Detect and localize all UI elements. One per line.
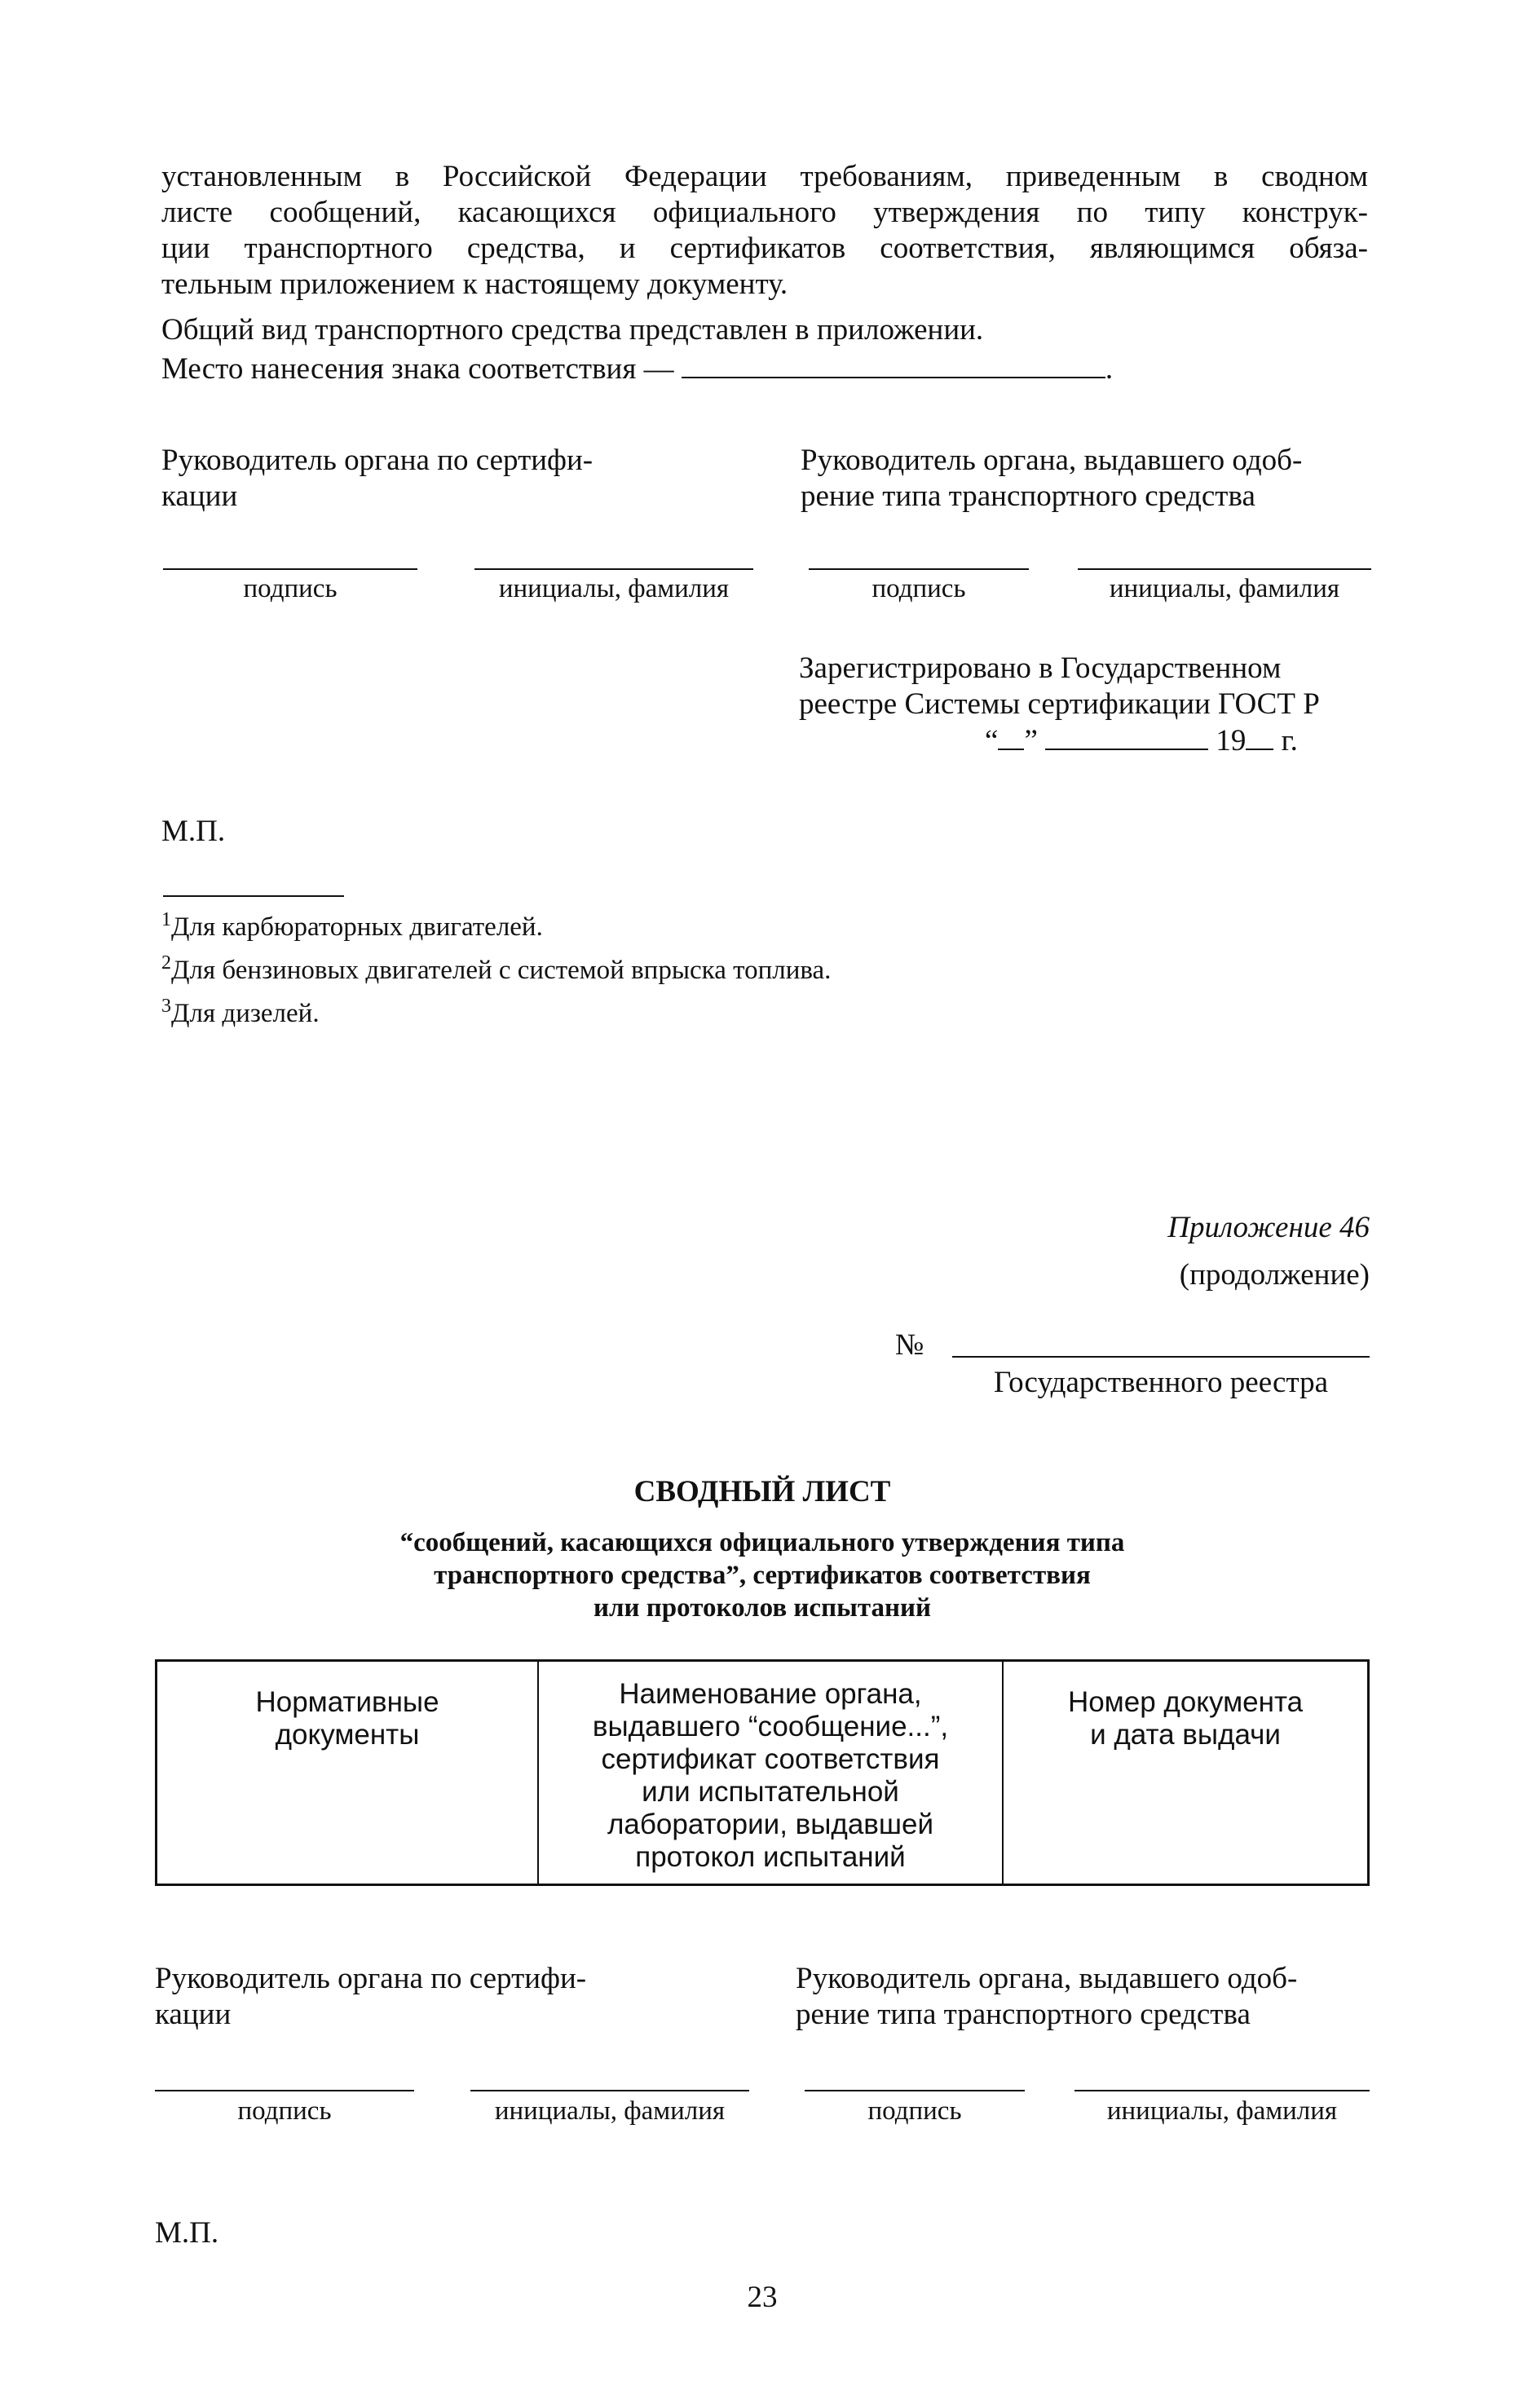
footnote-separator xyxy=(163,895,344,897)
signature-caption: подпись xyxy=(243,574,338,603)
summary-table xyxy=(155,1659,1370,1886)
intro-line: ции транспортного средства, и сертификатов соответствия, являющимся обяза- xyxy=(161,232,1368,265)
signature-line xyxy=(163,568,417,570)
intro-line: установленным в Российской Федерации требованиям, приведенным в сводном xyxy=(161,160,1368,193)
month-blank xyxy=(1045,722,1208,750)
name-caption: инициалы, фамилия xyxy=(494,2096,726,2126)
signature-line xyxy=(809,568,1029,570)
footnote: $^2$Для бензиновых двигателей с системой впрыска топлива. xyxy=(161,952,832,985)
page-number: 23 xyxy=(747,2281,778,2314)
registration-date: “ ” 19 г. xyxy=(985,724,1298,757)
name-caption: инициалы, фамилия xyxy=(498,574,730,603)
summary-heading: СВОДНЫЙ ЛИСТ xyxy=(633,1475,891,1508)
name-line xyxy=(1074,2090,1370,2091)
day-blank xyxy=(998,722,1024,750)
approval-body-head-title: Руководитель органа, выдавшего одоб- рение типа транспортного средства xyxy=(801,444,1303,513)
cert-body-head-title: Руководитель органа по сертифи- кации xyxy=(161,444,593,513)
signature-caption: подпись xyxy=(867,2096,962,2126)
footnote: $^1$Для карбюраторных двигателей. xyxy=(161,909,543,942)
year-blank xyxy=(1246,722,1273,750)
mark-place-blank xyxy=(682,351,1105,378)
intro-text xyxy=(161,159,1368,303)
mark-place-end: . xyxy=(1105,352,1114,386)
registration-line2: реестре Системы сертификации ГОСТ Р xyxy=(799,687,1320,721)
name-line xyxy=(470,2090,749,2091)
summary-subtitle: “сообщений, касающихся официального утверждения типа транспортного средства”, сертификатов соответствия или протоколов испытаний xyxy=(399,1528,1125,1623)
name-line xyxy=(1078,568,1371,570)
cert-body-head-title: Руководитель органа по сертифи- кации xyxy=(155,1962,587,2031)
signature-caption: подпись xyxy=(237,2096,332,2126)
name-caption: инициалы, фамилия xyxy=(1106,2096,1338,2126)
approval-body-head-title: Руководитель органа, выдавшего одоб- рение типа транспортного средства xyxy=(796,1962,1298,2031)
signature-caption: подпись xyxy=(871,574,966,603)
intro-line: листе сообщений, касающихся официального утверждения по типу конструк- xyxy=(161,196,1368,229)
appendix-continuation: (продолжение) xyxy=(1179,1258,1370,1292)
general-view-text: Общий вид транспортного средства представлен в приложении. xyxy=(161,313,984,347)
column-header-normative-docs: Нормативные документы xyxy=(157,1661,539,1885)
table-header-row xyxy=(157,1661,1369,1885)
number-sign: № xyxy=(895,1328,924,1362)
intro-line: тельным приложением к настоящему документу. xyxy=(161,267,788,301)
appendix-title: Приложение 46 xyxy=(1167,1211,1370,1244)
stamp-label: М.П. xyxy=(155,2216,219,2250)
column-header-issuing-body: Наименование органа, выдавшего “сообщение...”, сертификат соответствия или испытательной лаборатории, выдавшей протокол испытаний xyxy=(538,1661,1003,1885)
registration-line1: Зарегистрировано в Государственном xyxy=(799,651,1282,685)
stamp-label: М.П. xyxy=(161,815,226,848)
name-caption: инициалы, фамилия xyxy=(1109,574,1340,603)
column-header-doc-number-date: Номер документа и дата выдачи xyxy=(1003,1661,1369,1885)
name-line xyxy=(474,568,753,570)
registry-caption: Государственного реестра xyxy=(993,1366,1329,1399)
mark-place-line xyxy=(161,351,1113,387)
registry-number-line xyxy=(952,1356,1370,1358)
signature-line xyxy=(805,2090,1025,2091)
signature-line xyxy=(155,2090,414,2091)
footnote: $^3$Для дизелей. xyxy=(161,996,320,1028)
mark-place-label: Место нанесения знака соответствия — xyxy=(161,352,674,386)
